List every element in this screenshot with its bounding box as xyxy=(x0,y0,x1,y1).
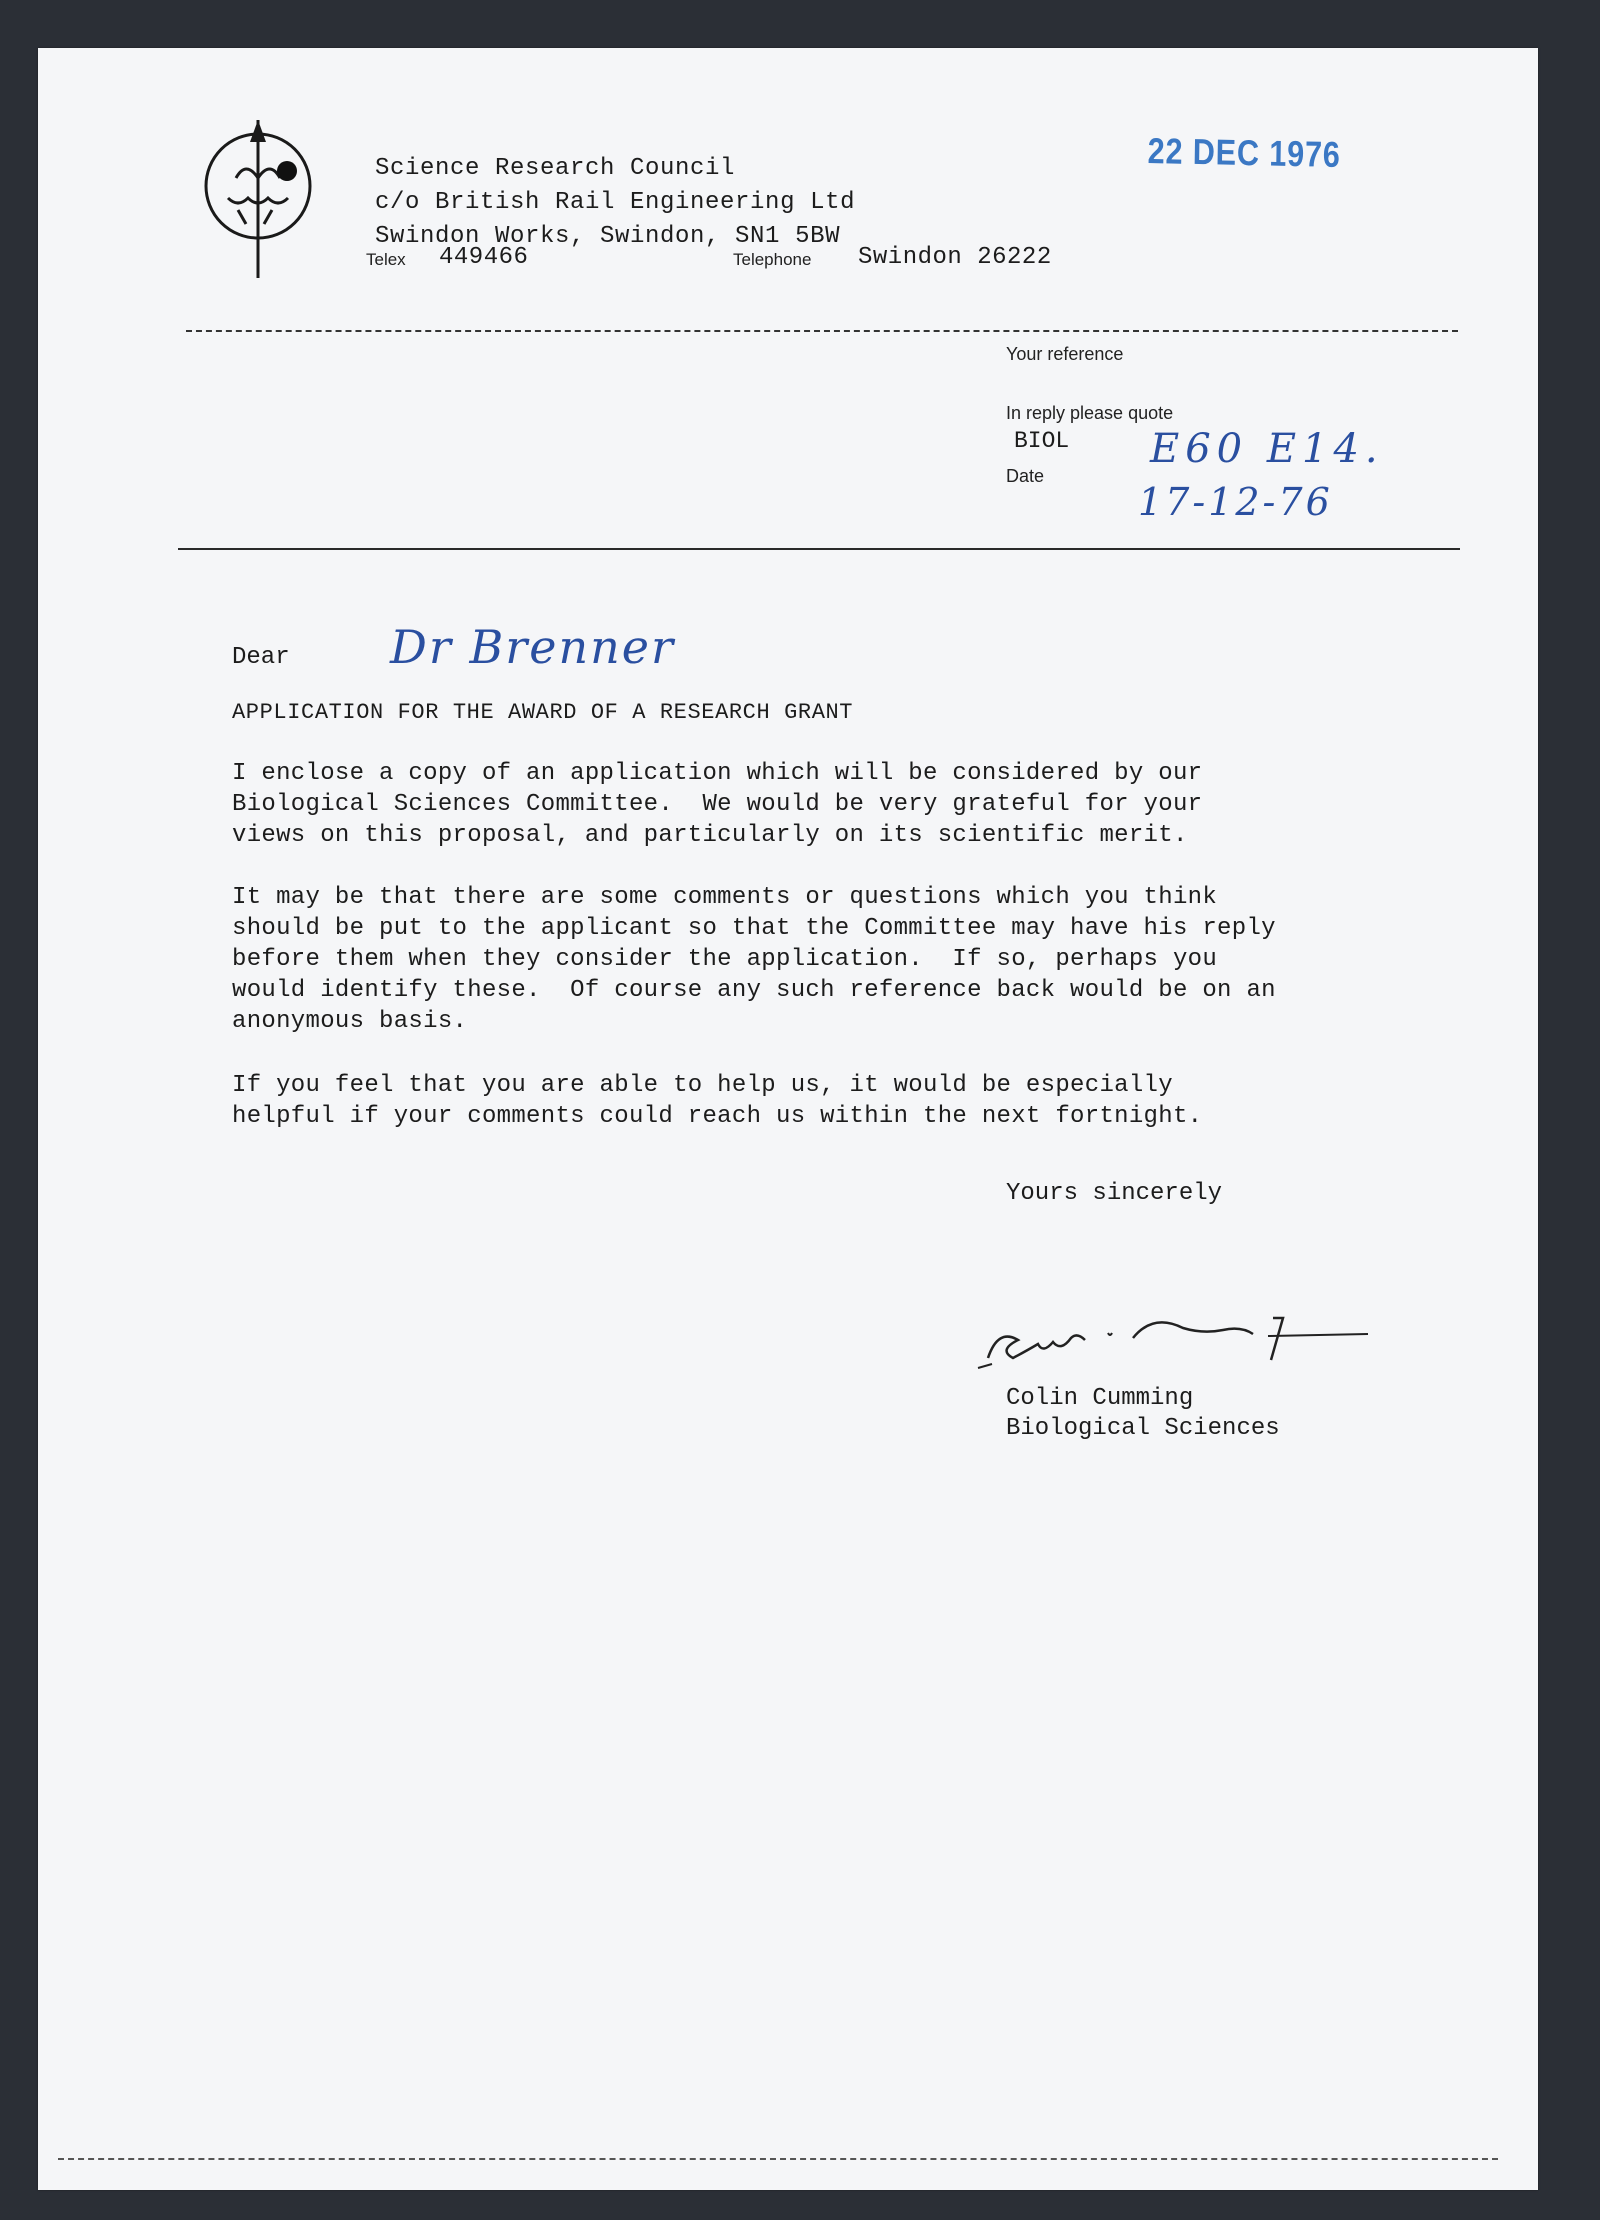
org-name: Science Research Council xyxy=(375,155,736,182)
recipient-handwritten: Dr Brenner xyxy=(390,620,675,674)
letter-page xyxy=(38,48,1538,2190)
body-paragraph-1: I enclose a copy of an application which will be considered by our Biological Sciences Committee. We would be very grateful for your views on this proposal, and particularly on its scientific merit. xyxy=(232,760,1203,849)
date-stamp: 22 DEC 1976 xyxy=(1147,130,1342,175)
src-logo-icon xyxy=(178,98,348,288)
signature-image xyxy=(968,1288,1388,1378)
valediction: Yours sincerely xyxy=(1006,1180,1223,1207)
letterhead-block xyxy=(375,152,855,254)
subject-line: APPLICATION FOR THE AWARD OF A RESEARCH GRANT xyxy=(232,700,854,725)
signatory-block xyxy=(1006,1384,1280,1444)
address-line-2: Swindon Works, Swindon, SN1 5BW xyxy=(375,223,841,250)
salutation-dear: Dear xyxy=(232,644,290,671)
quote-code: BIOL xyxy=(1014,428,1070,454)
page-bottom-edge xyxy=(58,2158,1498,2160)
in-reply-label: In reply please quote xyxy=(1006,403,1174,423)
signatory-name: Colin Cumming xyxy=(1006,1385,1194,1412)
divider-bottom xyxy=(178,548,1460,550)
signatory-dept: Biological Sciences xyxy=(1006,1415,1280,1442)
telephone-label: Telephone xyxy=(733,250,812,269)
address-line-1: c/o British Rail Engineering Ltd xyxy=(375,189,856,216)
body-paragraph-2: It may be that there are some comments or questions which you think should be put to the applicant so that the Committee may have his reply before them when they consider the application. If so, perhaps you would identify these. Of course any such reference back would be on an anonymous basis. xyxy=(232,884,1276,1035)
body-paragraph-3: If you feel that you are able to help us, it would be especially helpful if your comments could reach us within the next fortnight. xyxy=(232,1072,1203,1130)
your-reference-label: Your reference xyxy=(1006,344,1124,364)
date-label: Date xyxy=(1006,466,1045,486)
telex-number: 449466 xyxy=(439,244,529,271)
quote-handwritten: E60 E14. xyxy=(1150,426,1384,472)
date-handwritten: 17-12-76 xyxy=(1138,480,1333,524)
telex-label: Telex xyxy=(366,250,406,269)
telephone-number: Swindon 26222 xyxy=(858,244,1052,271)
divider-top xyxy=(186,330,1458,332)
